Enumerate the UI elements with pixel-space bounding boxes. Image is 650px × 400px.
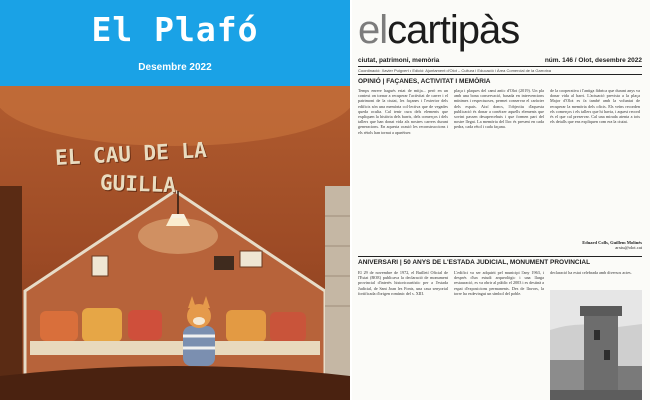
divider	[358, 256, 642, 257]
divider	[358, 74, 642, 75]
wall-sign-line1: EL CAU DE LA	[54, 138, 208, 170]
article-column	[550, 88, 640, 238]
credits: Coordinació: Xavier Puigvert • Edició: Ajuntament d'Olot – Cultura i Educació i Àrea Comercial de la Garrotxa	[358, 68, 551, 73]
article-column	[454, 88, 544, 238]
section-tag: ANIVERSARI	[358, 259, 399, 266]
masthead	[358, 8, 519, 52]
cafe-interior-illustration	[0, 86, 350, 400]
section-tag: OPINIÓ	[358, 78, 381, 85]
cover-photo	[0, 86, 350, 400]
article-column	[454, 270, 544, 400]
cover-title: El Plafó	[91, 10, 259, 49]
article-column	[358, 270, 448, 400]
author-email: arxiu@olot.cat	[615, 245, 642, 250]
el-cartipas-page	[352, 0, 650, 400]
article-text: de la cooperativa i l'antiga fàbrica que durant anys va donar vida al barri. L'actuació prevista a la plaça Major d'Olot es fa també amb la voluntat de recuperar la memòria dels oficis. Els veïns recorden els comerços i els tallers que hi havia, i aquest record és el que cal preservar. Cal una mirada atenta a tots els detalls que ens expliquen com era la ciutat.	[550, 88, 640, 125]
cover-date: Desembre 2022	[138, 62, 212, 73]
article-text: Temps enrere hagués estat de mitja... però en un context on tornar a recuperar l'activitat de carrer i el patrimoni de la ciutat, les façanes i l'exterior dels edificis són una memòria col·lectiva que de vegades queda oculta. Cal tenir cura dels elements que expliquen la història dels barris, dels comerços i dels tallers que han donat vida als nostres carrers durant generacions. En aquesta ocasió les reconstruccions i els rètols han tornat a aparèixer.	[358, 88, 448, 135]
article-column	[358, 88, 448, 238]
section-aniversari-heading: ANIVERSARI | 50 ANYS DE L'ESTADA JUDICIAL, MONUMENT PROVINCIAL	[358, 259, 591, 266]
divider	[358, 66, 642, 67]
cover-header	[0, 0, 350, 86]
article-text: El 29 de novembre de 1972, el Butlletí Oficial de l'Estat (BOE) publicava la declaració de monument provincial d'interès historicoartístic per a l'estada Judicial, de Sant Joan les Fonts, una casa senyorial fortificada d'origen romànic del s. XIII.	[358, 270, 448, 296]
issue-info: núm. 146 / Olot, desembre 2022	[544, 57, 642, 64]
section-title: FAÇANES, ACTIVITAT I MEMÒRIA	[386, 78, 491, 85]
author-names: Eduard Colls, Guillem Molinés	[582, 240, 642, 245]
wall-sign-line2: GUILLA	[99, 170, 177, 198]
tower-photo	[550, 290, 642, 400]
article-signature	[550, 240, 642, 250]
article-text: L'edifici va ser adquirit pel municipi l'any 1963, i després d'un estudi arqueològic i una llarga restauració, es va obrir al públic el 2003 i es destinà a espai d'exposicions permanents. Des de llavors, la torre ha esdevingut un símbol del poble.	[454, 270, 544, 296]
section-opinio-heading: OPINIÓ | FAÇANES, ACTIVITAT I MEMÒRIA	[358, 78, 491, 85]
masthead-name: cartipàs	[387, 8, 520, 52]
tagline: ciutat, patrimoni, memòria	[358, 57, 440, 64]
article-text: plaça i plaques del camí antic d'Olot (2019). Un pla amb una bona conservació, basada en intervencions mínimes i respectuoses, permet conservar el caràcter dels espais. Així doncs, l'objectiu d'aquesta publicació és donar a conèixer aquells elements que sovint passen desapercebuts i que formen part del nostre llegat. La memòria del lloc és present en cada pedra, cada rètol i cada façana.	[454, 88, 544, 130]
article-column	[550, 270, 640, 286]
masthead-prefix: el	[358, 8, 388, 52]
stone-tower-illustration	[550, 290, 642, 400]
article-text: declaració ha estat celebrada amb diversos actes.	[550, 270, 632, 275]
section-title: 50 ANYS DE L'ESTADA JUDICIAL, MONUMENT PROVINCIAL	[403, 259, 591, 266]
